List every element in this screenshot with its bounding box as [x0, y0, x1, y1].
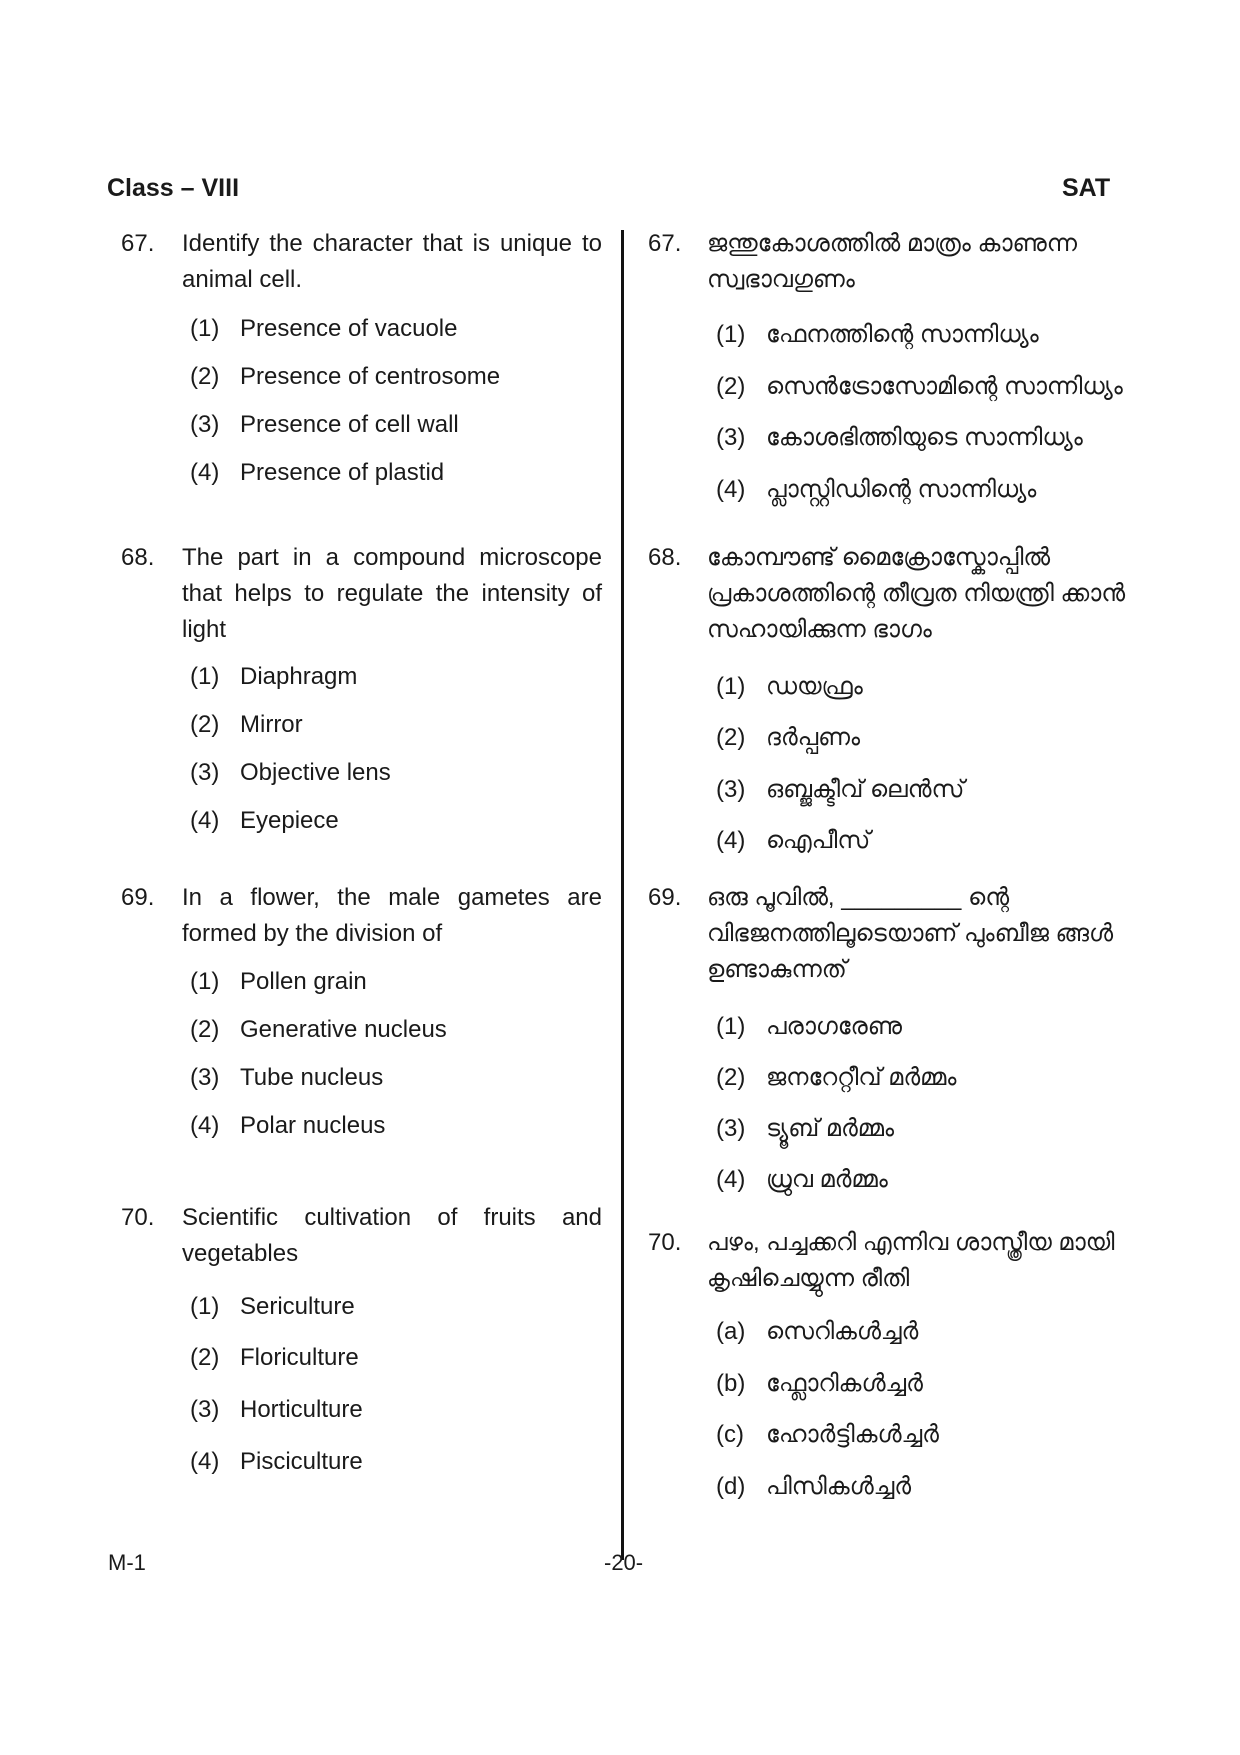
option-number: (3): [190, 1064, 220, 1091]
option-text: ട്യൂബ് മർമ്മം: [766, 1115, 895, 1142]
option-number: (3): [190, 759, 220, 786]
option: [716, 1420, 939, 1450]
option: [190, 1395, 363, 1425]
option-number: (d): [716, 1473, 746, 1500]
page-number: -20-: [604, 1550, 644, 1575]
option: [190, 967, 367, 997]
option: [716, 672, 863, 702]
option-number: (1): [716, 673, 746, 700]
option-text: Presence of cell wall: [240, 411, 459, 438]
question-text: Scientific cultivation of fruits and vegetables: [182, 1204, 602, 1267]
option-number: (4): [716, 827, 746, 854]
option-text: Horticulture: [240, 1396, 363, 1423]
option: [716, 1472, 911, 1502]
option-text: Generative nucleus: [240, 1016, 447, 1043]
question-text: ഒരു പൂവിൽ, _________ ന്റെ വിഭജനത്തിലൂടെയാണ് പുംബീജ ങ്ങൾ ഉണ്ടാകുന്നത്: [707, 884, 1114, 983]
option: [190, 1447, 363, 1477]
option-text: ഫേനത്തിന്റെ സാന്നിധ്യം: [766, 321, 1039, 348]
option: [190, 1343, 359, 1373]
question-number: 69.: [121, 884, 155, 911]
option: [190, 758, 391, 788]
option: [716, 826, 870, 856]
option-text: സെൻട്രോസോമിന്റെ സാന്നിധ്യം: [766, 373, 1123, 400]
question-text: കോമ്പൗണ്ട് മൈക്രോസ്കോപ്പിൽ പ്രകാശത്തിന്റെ തീവ്രത നിയന്ത്രി ക്കാൻ സഹായിക്കുന്ന ഭാഗം: [707, 544, 1126, 643]
option: [190, 410, 459, 440]
question-number: 70.: [121, 1204, 155, 1231]
booklet-code: M-1: [108, 1550, 146, 1575]
option-number: (1): [716, 1013, 746, 1040]
option-text: സെറികൾച്ചർ: [766, 1318, 919, 1345]
option-text: Presence of vacuole: [240, 315, 458, 342]
option-number: (1): [190, 315, 220, 342]
option-number: (4): [190, 459, 220, 486]
option: [716, 320, 1039, 350]
option-number: (1): [190, 663, 220, 690]
option: [716, 475, 1036, 505]
option-number: (3): [716, 1115, 746, 1142]
option: [716, 1063, 956, 1093]
option-text: Sericulture: [240, 1293, 355, 1320]
option-text: കോശഭിത്തിയുടെ സാന്നിധ്യം: [766, 424, 1083, 451]
option-number: (2): [190, 363, 220, 390]
option-text: Presence of centrosome: [240, 363, 501, 390]
option-number: (b): [716, 1370, 746, 1397]
option-number: (2): [190, 1344, 220, 1371]
option-number: (4): [716, 476, 746, 503]
option-number: (4): [716, 1166, 746, 1193]
option-text: Eyepiece: [240, 807, 339, 834]
option-number: (3): [190, 1396, 220, 1423]
question-text: പഴം, പച്ചക്കറി എന്നിവ ശാസ്ത്രീയ മായി കൃഷിചെയ്യുന്ന രീതി: [707, 1229, 1115, 1292]
option-number: (2): [190, 1016, 220, 1043]
option-text: Pollen grain: [240, 968, 367, 995]
option-number: (2): [716, 373, 746, 400]
question-text: In a flower, the male gametes are formed by the division of: [182, 884, 602, 947]
option-text: Mirror: [240, 711, 303, 738]
option: [190, 662, 357, 692]
option-text: Diaphragm: [240, 663, 358, 690]
option-number: (2): [716, 724, 746, 751]
option-text: പിസികൾച്ചർ: [766, 1473, 912, 1500]
option: [190, 1292, 355, 1322]
class-label: Class – VIII: [107, 174, 240, 202]
option-text: ഹോർട്ടികൾച്ചർ: [766, 1421, 939, 1448]
column-divider: [621, 230, 624, 1560]
option-number: (3): [716, 424, 746, 451]
option: [716, 1369, 923, 1399]
question-number: 68.: [121, 544, 155, 571]
option-text: ഒബ്ജക്ടീവ് ലെൻസ്: [766, 776, 965, 803]
option-text: ധ്രുവ മർമ്മം: [766, 1166, 888, 1193]
question-number: 67.: [121, 230, 155, 257]
option-text: Floriculture: [240, 1344, 359, 1371]
option-number: (2): [190, 711, 220, 738]
question-number: 68.: [648, 544, 682, 571]
option-number: (4): [190, 1112, 220, 1139]
option-number: (4): [190, 807, 220, 834]
option: [716, 423, 1083, 453]
exam-label: SAT: [1062, 174, 1111, 202]
option-number: (a): [716, 1318, 746, 1345]
question-number: 70.: [648, 1229, 682, 1256]
option: [716, 775, 964, 805]
option: [190, 458, 444, 488]
option-text: Presence of plastid: [240, 459, 445, 486]
option-text: പരാഗരേണു: [766, 1013, 902, 1040]
option: [190, 710, 303, 740]
option-number: (2): [716, 1064, 746, 1091]
option-text: ഫ്ലോറികൾച്ചർ: [766, 1370, 923, 1397]
option-number: (c): [716, 1421, 744, 1448]
option-text: പ്ലാസ്റ്റിഡിന്റെ സാന്നിധ്യം: [766, 476, 1037, 503]
option-text: Objective lens: [240, 759, 391, 786]
question-text: Identify the character that is unique to animal cell.: [182, 230, 602, 293]
question-number: 67.: [648, 230, 682, 257]
option: [716, 1317, 918, 1347]
option: [190, 1063, 383, 1093]
option-text: Polar nucleus: [240, 1112, 386, 1139]
question-number: 69.: [648, 884, 682, 911]
option-number: (4): [190, 1448, 220, 1475]
option: [716, 1165, 888, 1195]
option: [716, 1012, 902, 1042]
option: [716, 372, 1123, 402]
option: [190, 362, 500, 392]
option-number: (1): [716, 321, 746, 348]
option-number: (1): [190, 1293, 220, 1320]
option-number: (1): [190, 968, 220, 995]
question-text: The part in a compound microscope that helps to regulate the intensity of light: [182, 544, 602, 643]
option-text: ഐപീസ്: [766, 827, 871, 854]
question-text: ജന്തുകോശത്തിൽ മാത്രം കാണുന്ന സ്വഭാവഗുണം: [707, 230, 1077, 293]
option-text: Pisciculture: [240, 1448, 363, 1475]
option-text: Tube nucleus: [240, 1064, 384, 1091]
option: [190, 314, 457, 344]
option: [190, 1111, 385, 1141]
option-text: ജനറേറ്റീവ് മർമ്മം: [766, 1064, 957, 1091]
option-number: (3): [716, 776, 746, 803]
option: [190, 806, 339, 836]
option-text: ദർപ്പണം: [766, 724, 861, 751]
option: [716, 1114, 894, 1144]
option: [190, 1015, 447, 1045]
option: [716, 723, 860, 753]
option-text: ഡയഫ്രം: [766, 673, 863, 700]
option-number: (3): [190, 411, 220, 438]
